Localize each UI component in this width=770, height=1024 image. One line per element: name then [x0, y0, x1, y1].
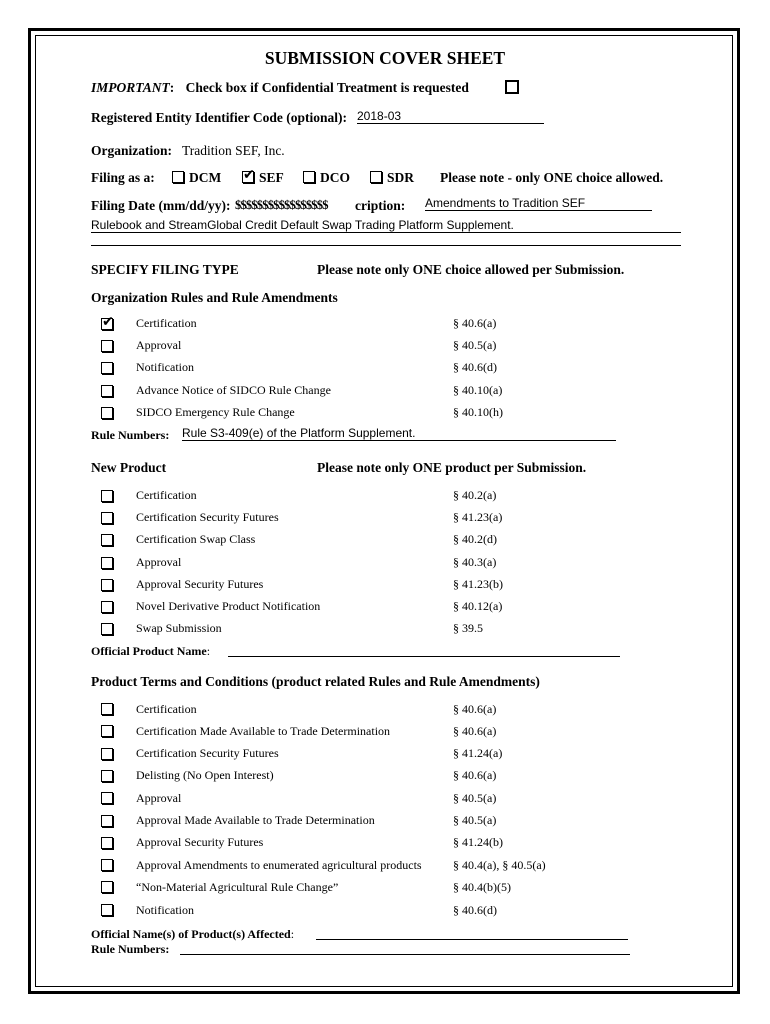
new-product-ref: § 40.2(d) [453, 532, 497, 546]
new-product-ref: § 39.5 [453, 621, 483, 635]
sdr-label: SDR [387, 170, 415, 185]
new-product-label: Approval [136, 555, 182, 569]
terms-checkbox[interactable] [101, 770, 113, 782]
description-field-line2[interactable] [91, 218, 681, 233]
new-product-ref: § 40.2(a) [453, 488, 497, 502]
official-product-name-label: Official Product Name [91, 644, 207, 658]
new-product-note: Please note only ONE product per Submission. [317, 460, 587, 475]
specify-heading: SPECIFY FILING TYPE [91, 262, 239, 277]
registered-entity-label: Registered Entity Identifier Code (optional): [91, 110, 347, 125]
org-rule-ref: § 40.10(h) [453, 405, 503, 419]
new-product-checkbox[interactable] [101, 490, 113, 502]
description-line2: Rulebook and StreamGlobal Credit Default Swap Trading Platform Supplement. [91, 218, 514, 232]
org-rule-label: Advance Notice of SIDCO Rule Change [136, 383, 331, 397]
new-product-checkbox[interactable] [101, 623, 113, 635]
sdr-checkbox[interactable] [370, 171, 382, 183]
product-terms-heading: Product Terms and Conditions (product related Rules and Rule Amendments) [91, 674, 540, 689]
terms-checkbox[interactable] [101, 748, 113, 760]
org-rule-checkbox-certification[interactable] [101, 314, 114, 330]
terms-ref: § 40.6(a) [453, 768, 497, 782]
terms-label: Approval Security Futures [136, 835, 264, 849]
official-names-field[interactable] [316, 939, 628, 940]
terms-ref: § 40.5(a) [453, 791, 497, 805]
organization-label: Organization: [91, 143, 172, 158]
new-product-label: Certification Swap Class [136, 532, 256, 546]
terms-checkbox[interactable] [101, 815, 113, 827]
official-names-colon: : [290, 927, 295, 941]
new-product-checkbox[interactable] [101, 512, 113, 524]
terms-checkbox[interactable] [101, 859, 113, 871]
dcm-label: DCM [189, 170, 222, 185]
important-label: IMPORTANT [91, 80, 170, 95]
confidential-checkbox[interactable] [505, 80, 519, 94]
terms-label: Approval [136, 791, 182, 805]
new-product-label: Novel Derivative Product Notification [136, 599, 321, 613]
new-product-ref: § 41.23(a) [453, 510, 503, 524]
terms-ref: § 40.4(a), § 40.5(a) [453, 858, 546, 872]
terms-ref: § 40.6(a) [453, 702, 497, 716]
organization-value: Tradition SEF, Inc. [182, 143, 285, 158]
terms-checkbox[interactable] [101, 881, 113, 893]
official-names-label: Official Name(s) of Product(s) Affected [91, 927, 291, 941]
terms-checkbox[interactable] [101, 703, 113, 715]
org-rule-label: Certification [136, 316, 197, 330]
terms-ref: § 40.6(a) [453, 724, 497, 738]
dco-checkbox[interactable] [303, 171, 315, 183]
terms-label: Approval Amendments to enumerated agricultural products [136, 858, 422, 872]
terms-label: Approval Made Available to Trade Determination [136, 813, 375, 827]
new-product-heading: New Product [91, 460, 167, 475]
terms-ref: § 41.24(a) [453, 746, 503, 760]
description-line3 [91, 245, 681, 246]
terms-ref: § 41.24(b) [453, 835, 503, 849]
description-label: cription: [355, 198, 406, 213]
new-product-label: Certification [136, 488, 197, 502]
terms-checkbox[interactable] [101, 837, 113, 849]
terms-label: Certification [136, 702, 197, 716]
sef-label: SEF [259, 170, 284, 185]
org-rule-checkbox-sidco-emergency[interactable] [101, 407, 113, 419]
new-product-checkbox[interactable] [101, 534, 113, 546]
org-rule-ref: § 40.5(a) [453, 338, 497, 352]
page-title: SUBMISSION COVER SHEET [264, 48, 506, 68]
official-names-line [91, 927, 294, 942]
checkmark-icon: ✔ [243, 167, 255, 183]
terms-ref: § 40.6(d) [453, 903, 497, 917]
org-rule-checkbox-notification[interactable] [101, 362, 113, 374]
org-rule-label: SIDCO Emergency Rule Change [136, 405, 295, 419]
filing-as-note: Please note - only ONE choice allowed. [440, 170, 664, 185]
specify-note: Please note only ONE choice allowed per Submission. [317, 262, 625, 277]
filing-date-overlap: $$$$$$$$$$$$$$$$$ [235, 198, 328, 212]
org-rules-heading: Organization Rules and Rule Amendments [91, 290, 338, 305]
terms-ref: § 40.5(a) [453, 813, 497, 827]
terms-ref: § 40.4(b)(5) [453, 880, 511, 894]
new-product-checkbox[interactable] [101, 579, 113, 591]
org-rule-ref: § 40.6(d) [453, 360, 497, 374]
official-product-name-field[interactable] [228, 656, 620, 657]
rule-numbers-label: Rule Numbers: [91, 428, 170, 442]
new-product-checkbox[interactable] [101, 557, 113, 569]
new-product-label: Approval Security Futures [136, 577, 264, 591]
terms-checkbox[interactable] [101, 904, 113, 916]
filing-as-label: Filing as a: [91, 170, 155, 185]
terms-label: Certification Made Available to Trade Determination [136, 724, 391, 738]
official-product-name-colon: : [206, 644, 211, 658]
terms-rule-numbers-field[interactable] [180, 954, 630, 955]
official-product-name-line [91, 644, 210, 659]
terms-rule-numbers-label: Rule Numbers: [91, 942, 170, 956]
terms-checkbox[interactable] [101, 725, 113, 737]
new-product-ref: § 40.3(a) [453, 555, 497, 569]
org-rule-label: Approval [136, 338, 182, 352]
terms-label: Delisting (No Open Interest) [136, 768, 274, 782]
sef-checkbox[interactable] [242, 167, 255, 183]
terms-label: Notification [136, 903, 194, 917]
new-product-ref: § 40.12(a) [453, 599, 503, 613]
filing-date-label: Filing Date (mm/dd/yy): [91, 198, 231, 213]
org-rule-label: Notification [136, 360, 194, 374]
org-rule-ref: § 40.6(a) [453, 316, 497, 330]
dco-label: DCO [320, 170, 350, 185]
org-rule-checkbox-approval[interactable] [101, 340, 113, 352]
new-product-ref: § 41.23(b) [453, 577, 503, 591]
rule-numbers-field[interactable] [182, 426, 616, 441]
important-colon: : [169, 80, 175, 95]
rule-numbers-value: Rule S3-409(e) of the Platform Supplement. [182, 426, 416, 440]
checkmark-icon: ✔ [102, 314, 114, 330]
new-product-label: Swap Submission [136, 621, 222, 635]
terms-checkbox[interactable] [101, 792, 113, 804]
registered-entity-value: 2018-03 [357, 109, 402, 123]
confidential-text: Check box if Confidential Treatment is requested [185, 80, 469, 95]
description-line1: Amendments to Tradition SEF [425, 196, 586, 210]
org-rule-checkbox-sidco-advance[interactable] [101, 385, 113, 397]
terms-label: “Non-Material Agricultural Rule Change” [136, 880, 339, 894]
important-line [91, 80, 469, 96]
terms-label: Certification Security Futures [136, 746, 279, 760]
description-field-line1[interactable] [425, 196, 652, 211]
org-rule-ref: § 40.10(a) [453, 383, 503, 397]
new-product-label: Certification Security Futures [136, 510, 279, 524]
new-product-checkbox[interactable] [101, 601, 113, 613]
dcm-checkbox[interactable] [172, 171, 184, 183]
registered-entity-field[interactable] [357, 109, 544, 124]
